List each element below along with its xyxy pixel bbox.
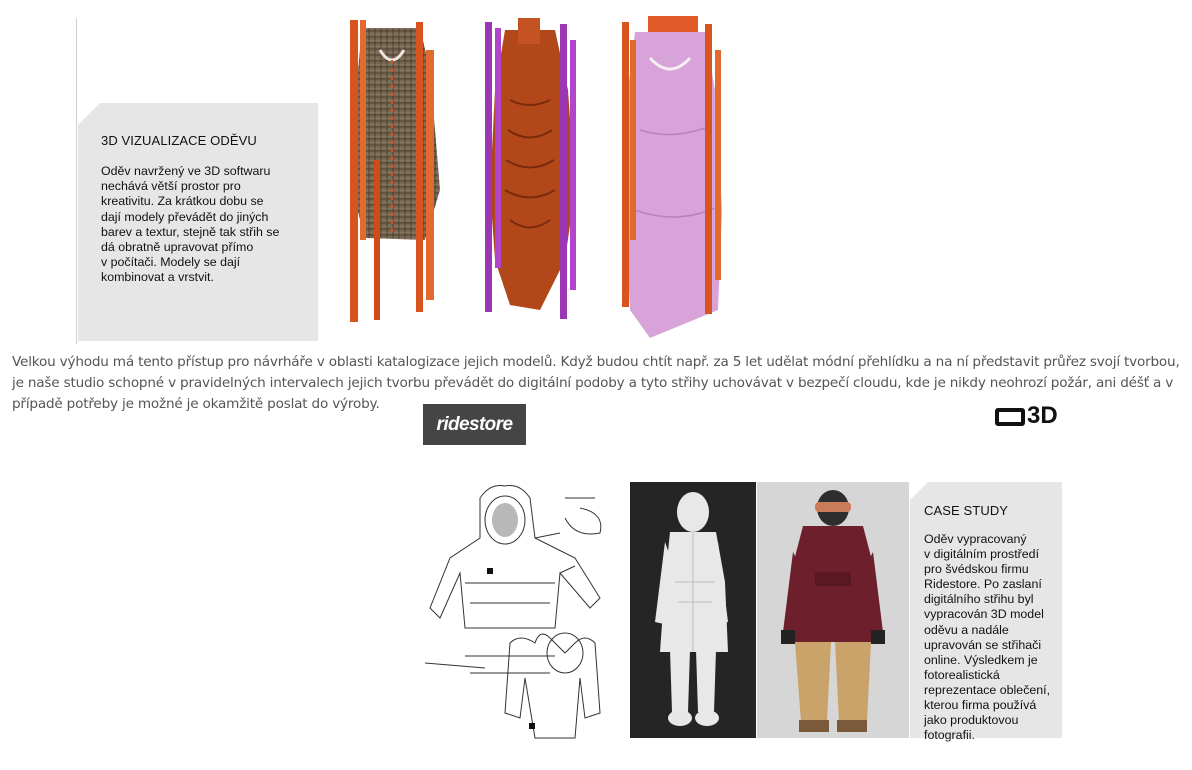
body-paragraph: Velkou výhodu má tento přístup pro návrháře v oblasti katalogizace jejich modelů. Když budou chtít např. za 5 let udělat módní přehlídku a na ní představit průřez svojí tvorbou, je naše studio schopné v pravidelných intervalech jejich tvorbu převádět do digitální podoby a tyto střihy uchovávat v bezpečí cloudu, kde je nikdy neohrozí požár, ani déšť a v případě potřeby je možné je okamžitě poslat do výroby. [12,354,1180,412]
technical-flat-drawing [425,478,625,740]
rust-ruched-dress [485,18,576,319]
section-title: 3D VIZUALIZACE ODĚVU [101,133,257,148]
dress-renders-image [330,10,900,345]
product-photo [757,482,909,738]
divider-line [76,18,77,344]
case-study-title: CASE STUDY [924,503,1009,518]
ridestore-logo: ridestore [423,404,526,445]
clo3d-mark-icon [995,408,1025,426]
clo3d-logo-text: 3D [1027,402,1058,429]
plaid-dress [350,20,440,322]
clo3d-logo [995,402,1058,430]
section-description: Oděv navržený ve 3D softwaru nechává větší prostor pro kreativitu. Za krátkou dobu se dají modely převádět do jiných barev a textur, stejně tak střih se dá obratně upravovat přímo v počítači. Modely se dají kombinovat a vrstvit. [101,164,280,285]
3d-render-white-avatar [630,482,756,738]
pink-dress [622,16,722,338]
case-study-description: Oděv vypracovaný v digitálním prostředí pro švédskou firmu Ridestore. Po zaslaní digitálního střihu byl vypracován 3D model oděvu a nadále upravován se střihači online. Výsledkem je fotorealistická reprezentace oblečení, kterou firma používá jako produktovou fotografii. [924,532,1051,743]
